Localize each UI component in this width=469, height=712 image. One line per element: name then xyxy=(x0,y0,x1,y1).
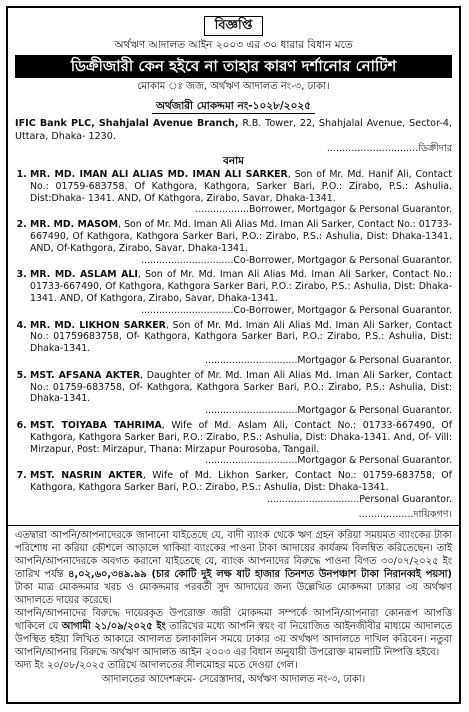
notice-banner: ডিক্রীজারী কেন হইবে না তাহার কারণ দর্শানোর নোটিশ xyxy=(15,55,452,78)
plaintiff-block xyxy=(15,118,452,143)
defendant-role: ...............................Mortgagor & Personal Guarantor. xyxy=(205,405,452,417)
claim-text-end: টাকা মাত্র মোকদ্দমার খরচ ও মোকদ্দমার পরবর্তী সুদ আদায়ের জন্য উল্লেখিত মোকদ্দমা ঢাকার ৩য় অর্থঋণ আদালতে দায়ের করেছে। xyxy=(15,581,452,606)
claim-amount: ৪,০২,৬০,৩৪৯.৯৯ (চার কোটি দুই লক্ষ ষাট হাজার তিনশত উনপঞ্চাশ টাকা নিরানব্বই পয়সা) xyxy=(68,568,452,580)
court-line: মোকাম ঃ জজ, অর্থঋণ আদালত নং-৩, ঢাকা। xyxy=(137,81,330,92)
plaintiff-name: IFIC Bank PLC, Shahjalal Avenue Branch, xyxy=(15,118,239,129)
paragraph-claim xyxy=(15,529,452,608)
defendant-item xyxy=(30,320,452,367)
notice-frame xyxy=(6,6,461,704)
defendant-item xyxy=(30,420,452,467)
versus-label: বনাম xyxy=(223,155,244,167)
defendant-item xyxy=(30,370,452,417)
notice-body xyxy=(15,529,452,673)
deadline-text-start: আপনি/আপনাদের বিরুদ্ধে দায়েরকৃত উপরোক্ত জারী মোকদ্দমা সম্পর্কে আপনি/আপনারা কোনরূপ আপত্তি থাকিলে যে xyxy=(15,608,452,633)
case-number-wrap xyxy=(15,94,452,114)
defendant-details: , Son of Mr. Md. Hanif Ali, Contact No.: 01759-683758. Of Kathgora, Kathgora, Sarker Bari, P.O.: Zirabo, P.S.: Ashulia. Dist:Dhaka- 1341. AND, Of Kathgora, Zirabo, Savar, Dhaka-1341. xyxy=(30,169,452,204)
plaintiff-role: ..............................ডিক্রীদার xyxy=(326,143,452,154)
deadline-text-end: তারিখের মধ্যে আপনি স্বয়ং বা নিয়োজিত আইনজীবীর মাধ্যমে আদালতে উপস্থিত হইয়া লিখিত আকারে আদালত চলাকালিন সময়ে ঢাকার ৩য় অর্থঋণ আদালতে দাখিল করিবেন। নতুবা আপনি/আপনার বিরুদ্ধে অর্থঋণ আদালত আইন ২০০৩ এর বিধান অনুযায়ী উপরোক্ত মামলাটি নিষ্পত্তি হইবে। xyxy=(15,621,452,659)
deadline-date: আগামী ২১/০৯/২০২৫ ইং xyxy=(61,621,166,633)
plaintiff-address: R.B. Tower, 22, Shahjalal Avenue, Sector-4, Uttara, Dhaka- 1230. xyxy=(15,118,452,142)
closing-signature: আদালতের আদেশক্রমে- সেরেস্তাদার, অর্থঋণ আদালত নং-৩, ঢাকা। xyxy=(101,673,366,685)
section-divider xyxy=(8,525,459,526)
defendant-item xyxy=(30,269,452,316)
defendant-name: MR. MD. ASLAM ALI xyxy=(30,269,138,281)
defendant-details: , Son of Mr. Md. Iman Ali Alias Md. Iman Ali Sarker, Contact No.: 01733-667490, Of Kathgora, Kathgora Sarker Bari, P.O.: Zirabo, P.S.: Ashulia, Dist: Dhaka-1341. AND, Of Kathgora, Zirabo, Savar, Dhaka-1341. xyxy=(30,269,452,304)
defendant-role: ...............................Co-Borrower, Mortgagor & Personal Guarantor. xyxy=(141,304,452,316)
notice-title: বিজ্ঞপ্তি xyxy=(204,16,264,36)
defendant-name: MR. MD. MASOM xyxy=(30,219,119,231)
defendant-name: MST. NASRIN AKTER xyxy=(30,470,143,482)
defendant-details: , Son of Mr. Md. Iman Ali Alias Md. Iman Ali Sarker, Contact No.: 01759683758, Of- Kathgora, Kathgora Sarker Bari, P.O.: Zirabo, P.S.: Ashulia, Dist: Dhaka-1341. xyxy=(30,319,452,355)
defendant-name: MR. MD. LIKHON SARKER xyxy=(30,319,166,331)
defendant-details: , Son of Mr. Md. Iman Ali Alias Md. Iman Ali Sarker, Contact No.: 01733-667490, Of Kathgora, Kathgora Sarker Bari, P.O.: Zirabo, P.S.: Ashulia, Dist: Dhaka-1341. AND, Of-Kathgora, Zirabo, Savar, Dhaka-1341. xyxy=(30,219,453,254)
defendant-details: , Wife of Md. Aslam Ali, Contact No.: 01733-667490, Of Kathgora, Kathgora Sarker Bari, P.O.: Zirabo, P.S.: Ashulia, Dist: Dhaka-1341. And, Of- Vill: Mirzapur, Post: Mirzapur, Thana: Mirzapur Pourosoba, Tangail. xyxy=(30,419,452,455)
defendant-list xyxy=(15,169,452,506)
defendant-name: MR. MD. IMAN ALI ALIAS MD. IMAN ALI SARKER xyxy=(30,169,288,180)
defendant-role: ...............................Mortgagor & Personal Guarantor. xyxy=(205,455,452,467)
case-number: অর্থজারী মোকদ্দমা নং-১০২৮/২০২৫ xyxy=(152,100,315,114)
defendant-item xyxy=(30,219,452,266)
defendant-details: , Daughter of Mr. Md. Iman Ali Alias Md. Iman Ali Sarker, Contact No.: 01759-683758, Of- Kathgora, Kathgora Sarker Bari, P.O.: Zirabo, P.S.: Ashulia, Dist: Dhaka-1341. xyxy=(30,369,452,405)
defendant-item xyxy=(30,169,452,216)
notice-title-wrap xyxy=(15,14,452,36)
defendant-details: , Wife of Md. Likhon Sarker, Contact No.: 01759-683758, Of Kathgora, Kathgora Sarker Bari, P.O.: Zirabo, P.S.: Ashulia, Dist: Dhaka-1341. xyxy=(30,470,452,493)
defendant-role: ...............................Mortgagor & Personal Guarantor. xyxy=(205,354,452,366)
defendant-role: ...............................Personal Guarantor. xyxy=(266,493,452,505)
paragraph-deadline xyxy=(15,607,452,659)
defendant-role: ...............................Co-Borrower, Mortgagor & Personal Guarantor. xyxy=(141,254,452,266)
defendant-item xyxy=(30,470,452,505)
defendant-role: ..................Borrower, Mortgagor & Personal Guarantor. xyxy=(195,204,452,216)
claim-text-start: এতদ্বারা আপনি/আপনাদেরকে জানানো যাইতেছে যে, বাদী ব্যাংক থেকে ঋণ গ্রহন করিয়া সময়মত ব্যাংকের টাকা পরিশোধ না করিয়া কৌশলে আড়ালে থাকিয়া ব্যাংকের পাওনা টাকা আদায়ের কার্যক্রম বিলম্বিত করিতেছেন। তাই আপনি/আপনাদেরকে অবগত করানো যাইতেছে যে, ব্যাংক আপনাদের বিরুদ্ধে পাওনা বিগত ৩০/০৭/২০২৫ ইং তারিখ পর্যন্ত xyxy=(15,529,452,580)
defendant-name: MST. TOIYABA TAHRIMA xyxy=(30,419,162,431)
law-reference: অর্থঋণ আদালত আইন ২০০৩ এর ৩০ ধারার বিধান মতে xyxy=(114,39,353,51)
defendant-name: MST. AFSANA AKTER xyxy=(30,369,141,381)
paragraph-issue-date: অদ্য ইং ২০/০৮/২০২৫ তারিখে আদালতের সীলমোহর মতে দেওয়া গেল। xyxy=(15,660,298,672)
debtor-role: ..................দায়িকগণ। xyxy=(358,508,452,520)
